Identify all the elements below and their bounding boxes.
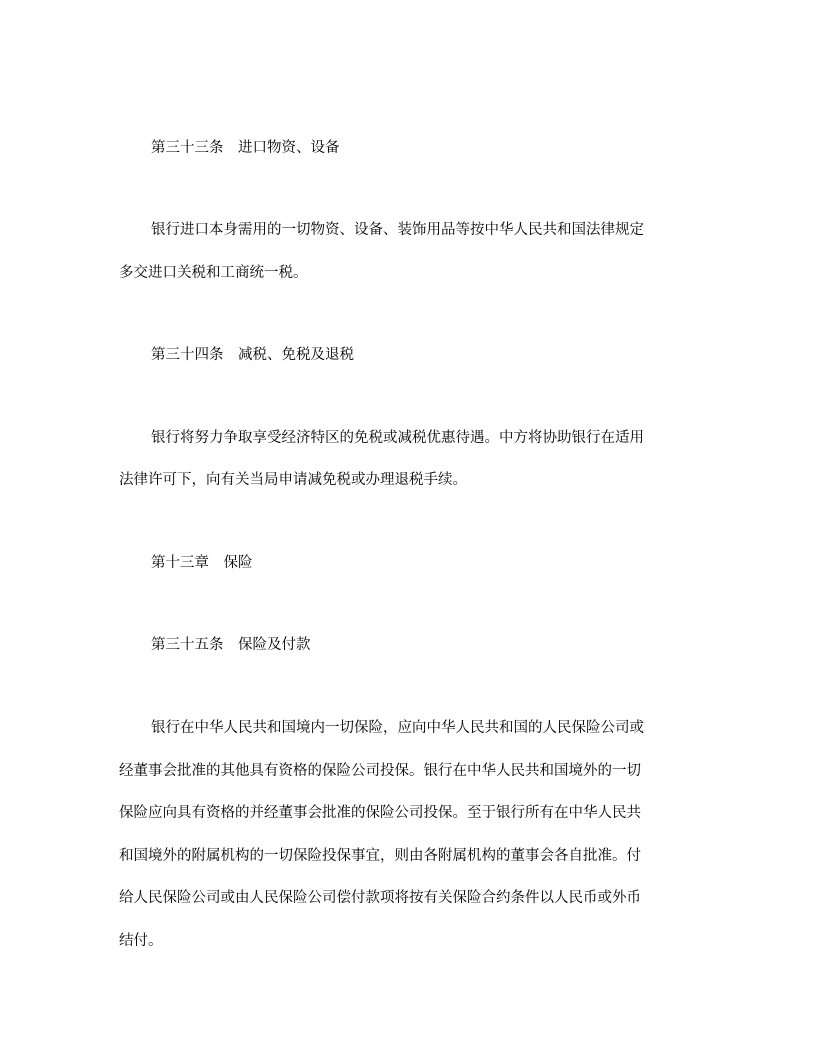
article-35-paragraph-line-5: 给人民保险公司或由人民保险公司偿付款项将按有关保险合约条件以人民币或外币 (119, 890, 641, 906)
article-35-heading: 第三十五条 保险及付款 (151, 637, 311, 653)
article-33-heading: 第三十三条 进口物资、设备 (151, 140, 340, 156)
article-33-paragraph-line-1: 银行进口本身需用的一切物资、设备、装饰用品等按中华人民共和国法律规定 (151, 222, 644, 238)
article-35-paragraph-line-2: 经董事会批准的其他具有资格的保险公司投保。银行在中华人民共和国境外的一切 (119, 763, 641, 779)
article-35-paragraph-line-3: 保险应向具有资格的并经董事会批准的保险公司投保。至于银行所有在中华人民共 (119, 805, 641, 821)
article-35-paragraph-line-6: 结付。 (119, 933, 163, 949)
article-35-paragraph-line-4: 和国境外的附属机构的一切保险投保事宜，则由各附属机构的董事会各自批准。付 (119, 848, 641, 864)
article-34-heading: 第三十四条 减税、免税及退税 (151, 347, 354, 363)
article-34-paragraph-line-1: 银行将努力争取享受经济特区的免税或减税优惠待遇。中方将协助银行在适用 (151, 430, 644, 446)
article-33-paragraph-line-2: 多交进口关税和工商统一税。 (119, 265, 308, 281)
article-35-paragraph-line-1: 银行在中华人民共和国境内一切保险，应向中华人民共和国的人民保险公司或 (151, 720, 644, 736)
article-34-paragraph-line-2: 法律许可下，向有关当局申请减免税或办理退税手续。 (119, 472, 467, 488)
chapter-13-heading: 第十三章 保险 (151, 555, 253, 571)
